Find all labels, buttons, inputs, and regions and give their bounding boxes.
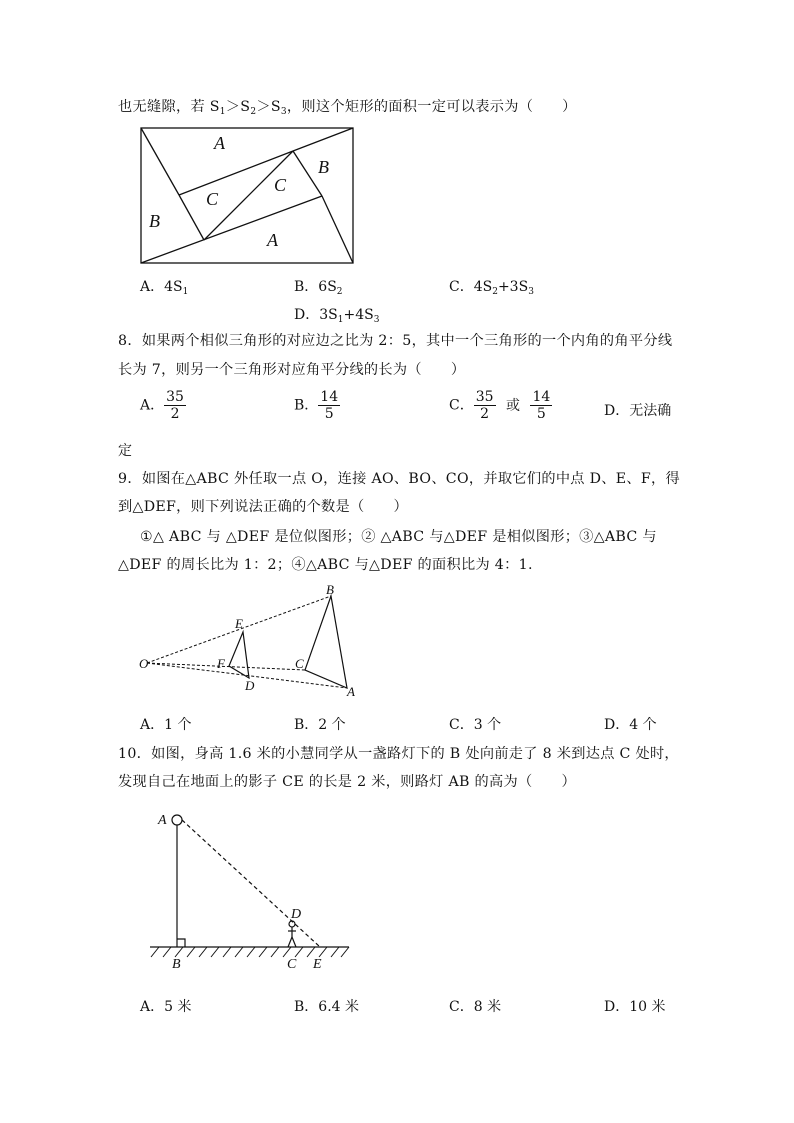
fraction (530, 389, 552, 422)
sub: 3 (373, 315, 380, 325)
sub: 1 (182, 287, 189, 297)
q8-option-c[interactable] (449, 389, 552, 422)
q7-option-c[interactable] (449, 276, 534, 297)
sub: 3 (528, 287, 534, 297)
sub-2: 2 (250, 107, 257, 117)
q10-line-1: 10．如图，身高 1.6 米的小慧同学从一盏路灯下的 B 处向前走了 8 米到达点 C 处时， (118, 746, 679, 762)
light-ray (182, 820, 320, 947)
q10-option-d[interactable]: D．10 米 (604, 999, 666, 1015)
option-text: A．4S (140, 279, 183, 295)
label-c: C (287, 957, 297, 972)
q8-option-d-cont: 定 (118, 443, 132, 459)
q9-line-1: 9．如图在△ABC 外任取一点 O，连接 AO、BO、CO，并取它们的中点 D、E、F，得 (118, 471, 681, 487)
label-c: C (295, 656, 304, 671)
label-e: E (235, 616, 243, 631)
fraction-numerator: 14 (320, 389, 339, 405)
sub-3: 3 (280, 107, 287, 117)
label-a-top: A (214, 133, 225, 153)
option-label: B． (294, 397, 319, 414)
q8-option-a[interactable] (140, 389, 186, 422)
label-a: A (347, 684, 355, 699)
label-c-right: C (274, 175, 287, 195)
option-label: C． (449, 397, 474, 414)
q9-option-c[interactable]: C．3 个 (449, 717, 502, 733)
q7-stem-part: ＞S (225, 99, 251, 115)
q10-street-lamp-figure (145, 805, 360, 975)
q8-option-d[interactable]: D．无法确 (604, 403, 672, 419)
option-text: B．6S (294, 279, 337, 295)
q9-line-4: △DEF 的周长比为 1：2；④△ABC 与△DEF 的面积比为 4：1. (118, 557, 533, 573)
option-text: +4S (343, 307, 374, 323)
fraction-denominator: 5 (536, 406, 546, 422)
person-leg (288, 937, 292, 947)
q10-line-2: 发现自己在地面上的影子 CE 的长是 2 米，则路灯 AB 的高为（ ） (118, 774, 576, 790)
q9-homothety-figure (135, 582, 365, 700)
label-f: F (217, 656, 225, 671)
triangle-def (229, 632, 249, 678)
or-word: 或 (506, 397, 520, 414)
right-angle-mark (177, 939, 185, 947)
label-b-left: B (149, 211, 160, 231)
q8-line-2: 长为 7，则另一个三角形对应角平分线的长为（ ） (118, 362, 466, 378)
label-a-bottom: A (267, 230, 278, 250)
sub: 2 (492, 287, 498, 297)
sub: 2 (336, 287, 343, 297)
fraction-denominator: 2 (170, 406, 180, 422)
q7-stem-part: ，则这个矩形的面积一定可以表示为（ ） (286, 99, 577, 115)
q7-rectangle-figure (130, 118, 370, 273)
q8-line-1: 8．如果两个相似三角形的对应边之比为 2：5，其中一个三角形的一个内角的角平分线 (118, 333, 673, 349)
q7-stem-part: ＞S (256, 99, 281, 115)
option-text: D．3S (294, 307, 338, 323)
q9-line-3: ①△ ABC 与 △DEF 是位似图形；② △ABC 与△DEF 是相似图形；③△ABC 与 (140, 529, 657, 545)
fraction-numerator: 35 (166, 389, 184, 405)
q8-option-b[interactable] (294, 389, 340, 422)
fig-line (179, 195, 204, 240)
fraction-denominator: 5 (324, 406, 334, 422)
q9-line-2: 到△DEF，则下列说法正确的个数是（ ） (118, 499, 408, 515)
fraction-denominator: 2 (480, 406, 490, 422)
person-leg (292, 937, 296, 947)
label-d: D (245, 678, 255, 693)
q7-option-a[interactable] (140, 276, 188, 297)
option-text: C．4S (449, 279, 493, 295)
label-b-right: B (318, 157, 329, 177)
fig-line (322, 196, 353, 263)
q7-option-d[interactable] (294, 304, 379, 325)
ground-hatching (151, 947, 349, 957)
fig-line (141, 128, 179, 195)
q9-option-a[interactable]: A．1 个 (140, 717, 192, 733)
sub: 1 (337, 315, 344, 325)
sub-1: 1 (219, 107, 226, 117)
fraction (318, 389, 340, 422)
label-c-left: C (206, 189, 219, 209)
label-b: B (172, 957, 181, 972)
fraction-numerator: 14 (532, 389, 551, 405)
label-d: D (291, 907, 302, 922)
label-a: A (158, 813, 167, 828)
q7-option-b[interactable] (294, 276, 343, 297)
q9-option-d[interactable]: D．4 个 (604, 717, 657, 733)
q10-option-a[interactable]: A．5 米 (140, 999, 192, 1015)
q7-stem (118, 96, 577, 117)
q7-stem-part: 也无缝隙，若 S (118, 99, 220, 115)
label-o: O (139, 656, 149, 671)
label-b: B (326, 582, 334, 597)
q10-option-b[interactable]: B．6.4 米 (294, 999, 360, 1015)
label-e: E (313, 957, 322, 972)
option-text: +3S (497, 279, 529, 295)
ray-oc (147, 663, 305, 670)
option-label: A． (140, 397, 165, 414)
fig-line (141, 196, 322, 263)
q10-option-c[interactable]: C．8 米 (449, 999, 502, 1015)
fraction (474, 389, 496, 422)
triangle-abc (305, 596, 347, 688)
fig-line (293, 128, 353, 151)
q9-option-b[interactable]: B．2 个 (294, 717, 346, 733)
fraction (164, 389, 186, 422)
lamp-icon (172, 815, 182, 825)
fraction-numerator: 35 (475, 389, 494, 405)
